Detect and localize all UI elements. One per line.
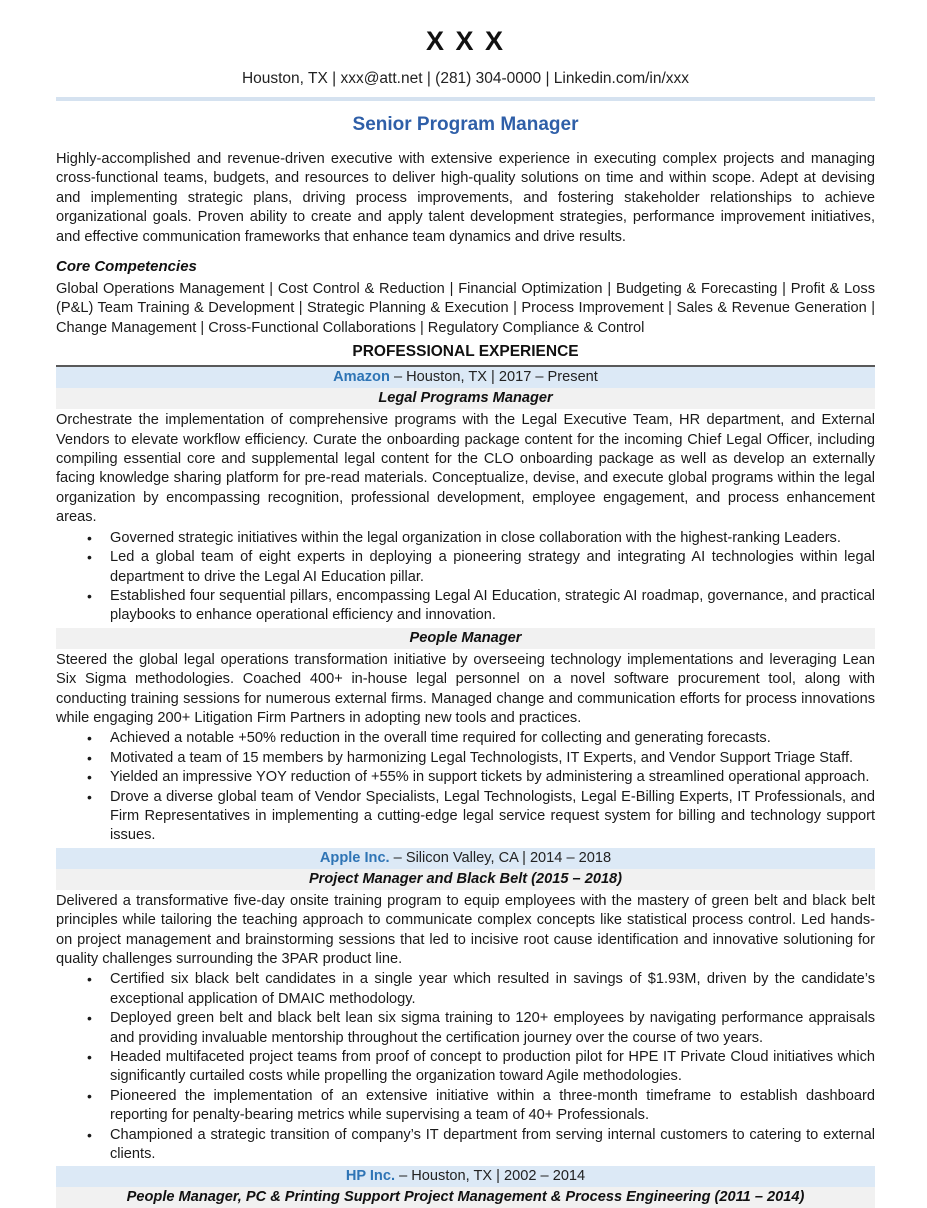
summary-paragraph: Highly-accomplished and revenue-driven executive with extensive experience in executing complex projects and managing cross-functional teams, budgets, and resources to deliver high-quality solutions on time and within scope. Adept at devising and implementing strategic plans, driving process improvements, and fostering stakeholder relationships to achieve organizational goals. Proven ability to create and apply talent development strategies, performance improvement initiatives, and effective communication frameworks that enhance team dynamics and drive results. bbox=[56, 151, 875, 245]
bullet-item: • Led a global team of eight experts in deploying a pioneering strategy and integrating AI technologies within legal department to drive the Legal AI Education pillar. bbox=[56, 548, 875, 587]
bullet-item: • Championed a strategic transition of company’s IT department from serving internal customers to catering to external clients. bbox=[56, 1126, 875, 1165]
company-name: Amazon bbox=[333, 369, 390, 386]
role-description: Delivered a transformative five-day onsite training program to equip employees with the mastery of green belt and black belt principles while tailoring the teaching approach to communicate complex concepts like statistical process control. Led hands-on project management and brainstorming sessions that led to incisive root cause identification and innovative solutioning for quality challenges surrounding the 3PAR product line. bbox=[56, 892, 875, 967]
company-band bbox=[56, 848, 875, 869]
company-location-dates: – Silicon Valley, CA | 2014 – 2018 bbox=[389, 849, 612, 866]
company-band bbox=[56, 365, 875, 388]
role-title-band: People Manager, PC & Printing Support Project Management & Process Engineering (2011 – 2014) bbox=[56, 1187, 875, 1208]
role-title-band: Legal Programs Manager bbox=[56, 388, 875, 409]
bullet-item: • Pioneered the implementation of an extensive initiative within a three-month timeframe to establish dashboard reporting for penalty-bearing metrics while supervising a team of 40+ Professionals. bbox=[56, 1087, 875, 1126]
role-bullet-list bbox=[56, 729, 875, 845]
bullet-item: • Governed strategic initiatives within the legal organization in close collaboration with the highest-ranking Leaders. bbox=[56, 529, 875, 548]
role-description: Steered the global legal operations transformation initiative by overseeing technology implementations and leveraging Lean Six Sigma methodologies. Coached 400+ in-house legal personnel on a novel software procurement tool, along with conducting training sessions for numerous external firms. Managed change and communication efforts for process innovations while engaging 200+ Litigation Firm Partners in adopting new tools and practices. bbox=[56, 651, 875, 726]
bullet-item: • Motivated a team of 15 members by harmonizing Legal Technologists, IT Experts, and Vendor Support Triage Staff. bbox=[56, 749, 875, 768]
experience-section bbox=[56, 365, 875, 1208]
role-title-band: Project Manager and Black Belt (2015 – 2018) bbox=[56, 869, 875, 890]
role-bullet-list bbox=[56, 970, 875, 1164]
bullet-item: • Yielded an impressive YOY reduction of +55% in support tickets by administering a streamlined operational approach. bbox=[56, 768, 875, 787]
resume-title: Senior Program Manager bbox=[352, 114, 579, 135]
core-competencies-heading: Core Competencies bbox=[56, 258, 197, 276]
company-name: HP Inc. bbox=[345, 1168, 396, 1185]
contact-line: Houston, TX | xxx@att.net | (281) 304-0000 | Linkedin.com/in/xxx bbox=[241, 70, 690, 87]
company-name: Apple Inc. bbox=[319, 849, 390, 866]
company-band bbox=[56, 1166, 875, 1187]
bullet-item: • Achieved a notable +50% reduction in the overall time required for collecting and generating forecasts. bbox=[56, 729, 875, 748]
bullet-item: • Certified six black belt candidates in a single year which resulted in savings of $1.93M, driven by the candidate’s exceptional application of DMAIC methodology. bbox=[56, 970, 875, 1009]
person-name: X X X bbox=[425, 26, 506, 56]
bullet-item: • Drove a diverse global team of Vendor Specialists, Legal Technologists, Legal E-Billing Experts, IT Professionals, and Firm Representatives in implementing a cutting-edge legal service request system for billing and technology support issues. bbox=[56, 788, 875, 846]
header-divider bbox=[56, 97, 875, 101]
bullet-item: • Deployed green belt and black belt lean six sigma training to 120+ employees by navigating performance appraisals and providing invaluable mentorship throughout the certification journey over the course of two years. bbox=[56, 1009, 875, 1048]
role-bullet-list bbox=[56, 529, 875, 626]
professional-experience-heading: PROFESSIONAL EXPERIENCE bbox=[352, 343, 579, 361]
role-description: Orchestrate the implementation of comprehensive programs with the Legal Executive Team, HR department, and External Vendors to elevate workflow efficiency. Curate the onboarding package content for the incoming Chief Legal Officer, including compiling essential core and supplemental legal content for the CLO onboarding package as well as develop an externally facing knowledge sharing platform for pre-read materials. Conceptualize, devise, and execute global programs within the legal organization by encompassing recognition, professional development, employee engagement, and process enhancement areas. bbox=[56, 412, 875, 526]
bullet-item: • Headed multifaceted project teams from proof of concept to production pilot for HPE IT Private Cloud initiatives which significantly curtailed costs while propelling the organization toward Agile methodologies. bbox=[56, 1048, 875, 1087]
core-competencies-text: Global Operations Management | Cost Control & Reduction | Financial Optimization | Budgeting & Forecasting | Profit & Loss (P&L) Team Training & Development | Strategic Planning & Execution | Process Improvement | Sales & Revenue Generation | Change Management | Cross-Functional Collaborations | Regulatory Compliance & Control bbox=[56, 281, 875, 336]
company-location-dates: – Houston, TX | 2017 – Present bbox=[389, 369, 598, 386]
role-title-band: People Manager bbox=[56, 628, 875, 649]
company-location-dates: – Houston, TX | 2002 – 2014 bbox=[395, 1168, 586, 1185]
bullet-item: • Established four sequential pillars, encompassing Legal AI Education, strategic AI roadmap, governance, and practical playbooks to enhance operational efficiency and innovation. bbox=[56, 587, 875, 626]
